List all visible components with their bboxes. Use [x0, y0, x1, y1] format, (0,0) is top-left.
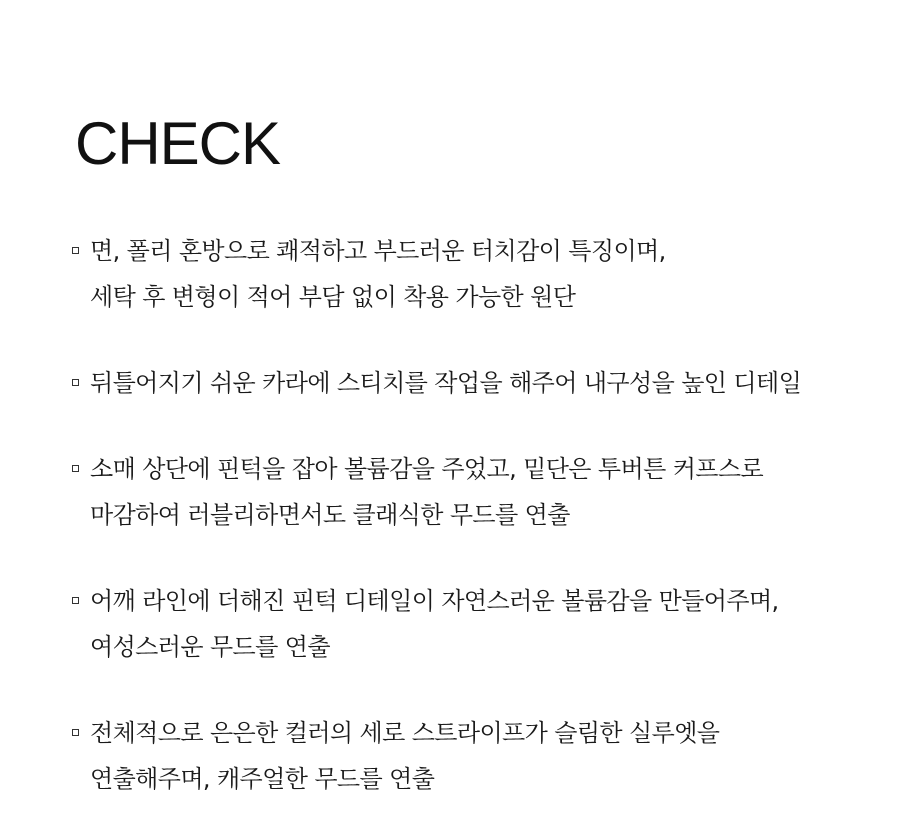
- square-bullet-icon: [72, 465, 79, 472]
- list-item: [72, 228, 872, 320]
- item-line: 어깨 라인에 더해진 핀턱 디테일이 자연스러운 볼륨감을 만들어주며,: [90, 587, 779, 615]
- square-bullet-icon: [72, 597, 79, 604]
- item-line: 마감하여 러블리하면서도 클래식한 무드를 연출: [90, 501, 570, 529]
- item-line: 세탁 후 변형이 적어 부담 없이 착용 가능한 원단: [90, 283, 576, 311]
- item-line: 전체적으로 은은한 컬러의 세로 스트라이프가 슬림한 실루엣을: [90, 719, 720, 747]
- square-bullet-icon: [72, 247, 79, 254]
- section-title: CHECK: [75, 110, 281, 177]
- item-line: 뒤틀어지기 쉬운 카라에 스티치를 작업을 해주어 내구성을 높인 디테일: [90, 369, 802, 397]
- list-item: [72, 710, 872, 802]
- square-bullet-icon: [72, 729, 79, 736]
- item-line: 소매 상단에 핀턱을 잡아 볼륨감을 주었고, 밑단은 투버튼 커프스로: [90, 455, 764, 483]
- item-line: 여성스러운 무드를 연출: [90, 633, 330, 661]
- list-item: [72, 578, 872, 670]
- list-item: [72, 360, 872, 406]
- item-line: 연출해주며, 캐주얼한 무드를 연출: [90, 765, 435, 793]
- feature-list: [72, 228, 872, 802]
- square-bullet-icon: [72, 379, 79, 386]
- list-item: [72, 446, 872, 538]
- item-line: 면, 폴리 혼방으로 쾌적하고 부드러운 터치감이 특징이며,: [90, 237, 666, 265]
